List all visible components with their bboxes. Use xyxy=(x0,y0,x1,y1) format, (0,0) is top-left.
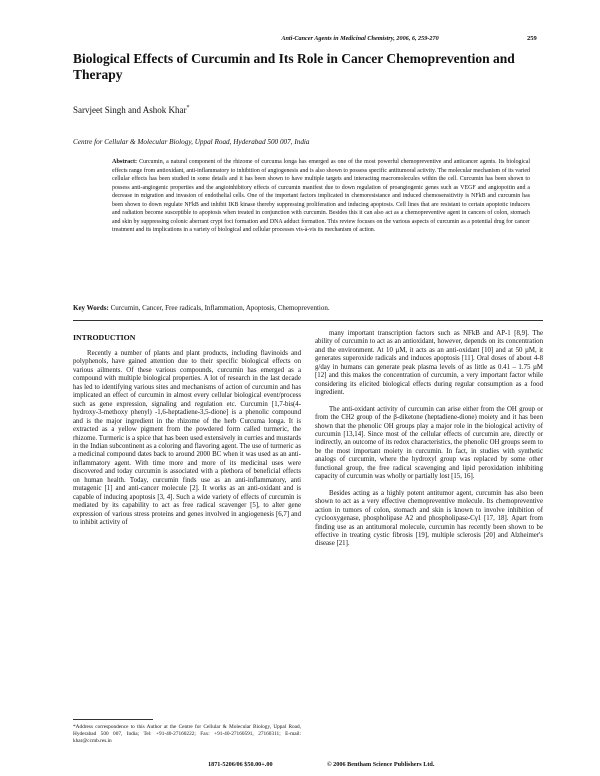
paragraph: The anti-oxidant activity of curcumin can arise either from the OH group or from the CH2 group of the β-diketone (heptadiene-dione) moiety and it has been shown that the phenolic OH groups play a major role in the biological activity of curcumin [13,14]. Since most of the cellular effects of curcumin are, directly or indirectly, an outcome of its redox characteristics, the phenolic OH groups seem to be the most important moiety in curcumin. In fact, in studies with synthetic analogs of curcumin, where the hydroxyl group was replaced by some other functional group, the free radical scavenging and lipid peroxidation inhibiting capacity of curcumin was wholly or partially lost [15, 16]. xyxy=(315,405,543,481)
section-divider xyxy=(73,320,543,321)
issn-line: 1871-5206/06 $50.00+.00 xyxy=(208,761,273,768)
authors: Sarvjeet Singh and Ashok Khar xyxy=(73,105,187,115)
affiliation: Centre for Cellular & Molecular Biology, Uppal Road, Hyderabad 500 007, India xyxy=(73,138,310,146)
paragraph: Recently a number of plants and plant products, including flavinoids and polyphenols, have gained attention due to their specific biological effects on various ailments. Of these various compounds, curcumin has emerged as a compound with multiple biological properties. A lot of research in the last decade has led to identifying various sites and mechanisms of action of curcumin and has implicated an effect of curcumin in almost every cellular biological event/process such as gene expression, signaling and regulation etc. Curcumin [1,7-bis(4-hydroxy-3-methoxy phenyl) -1,6-heptadiene-3,5-dione] is a phenolic compound and is the major ingredient in the rhizome of the herb Curcuma longa. It is extracted as a yellow pigment from the powdered form called turmeric, the rhizome. Turmeric is a spice that has been used extensively in curries and mustards in the Indian subcontinent as a coloring and flavoring agent. The use of turmeric as a medicinal compound dates back to around 2000 BC when it was used as an anti-inflammatory agent. With time more and more of its medicinal uses were discovered and today curcumin is associated with a plethora of beneficial effects on human health. Today, curcumin finds use as an anti-inflammatory, anti mutagenic [1] and anti-cancer molecule [2]. It works as an anti-oxidant and is capable of inducing apoptosis [3, 4]. Such a wide variety of effects of curcumin is mediated by its capability to act as free radical scavenger [5], to alter gene expression of various stress proteins and genes involved in angiogenesis [6,7] and to inhibit activity of xyxy=(73,350,301,527)
author-mark: * xyxy=(186,105,190,111)
right-column xyxy=(315,330,543,549)
footnote: *Address correspondence to this Author at the Centre for Cellular & Molecular Biology, Uppal Road, Hyderabad 500 007, India; Tel: +91-40-27160222; Fax: +91-40-27160591, 27160311; E-mail: khar@ccmb.res.in xyxy=(73,724,301,744)
copyright-line: © 2006 Bentham Science Publishers Ltd. xyxy=(327,761,435,768)
footnote-rule xyxy=(73,719,153,720)
keywords-label: Key Words: xyxy=(73,304,109,312)
page-number: 259 xyxy=(527,35,537,42)
abstract xyxy=(112,158,530,235)
left-column xyxy=(73,350,301,528)
author-line xyxy=(73,105,189,115)
section-heading: INTRODUCTION xyxy=(73,333,136,342)
abstract-text: Curcumin, a natural component of the rhizome of curcuma longa has emerged as one of the most powerful chemopreventive and anticancer agents. Its biological effects range from antioxidant, anti-inflammatory to inhibition of angiogenesis and is also shown to possess specific antitumoral activity. The molecular mechanism of its varied cellular effects has been studied in some details and it has been shown to have multiple targets and interacting macromolecules within the cell. Curcumin has been shown to possess anti-angiogenic properties and the angioinhibitory effects of curcumin manifest due to down regulation of proangiogenic genes such as VEGF and angiopoitin and a decrease in migration and invasion of endothelial cells. One of the important factors implicated in chemoresistance and induced chemosensitivity is NFkB and curcumin has been shown to down regulate NFkB and inhibit IKB kinase thereby suppressing proliferation and inducing apoptosis. Cell lines that are resistant to certain apoptotic inducers and radiation become susceptible to apoptosis when treated in conjunction with curcumin. Besides this it can also act as a chemopreventive agent in cancers of colon, stomach and skin by suppressing colonic aberrant crypt foci formation and DNA adduct formation. This review focuses on the various aspects of curcumin as a potential drug for cancer treatment and its implications in a variety of biological and cellular processes vis-à-vis its mechanism of action. xyxy=(112,159,530,234)
keywords xyxy=(73,304,543,312)
abstract-label: Abstract: xyxy=(112,158,138,165)
paragraph: many important transcription factors such as NFkB and AP-1 [8,9]. The ability of curcumin to act as an antioxidant, however, depends on its concentration and the environment. At 10 µM, it acts as an anti-oxidant [10] and at 50 µM, it generates superoxide radicals and induces apoptosis [11]. Oral doses of about 4-8 g/day in humans can generate peak plasma levels of as little as 0.41 – 1.75 µM [12] and this makes the concentration of curcumin, a very important factor while considering its elicited biological effects during regular consumption as a food ingredient. xyxy=(315,330,543,397)
article-title: Biological Effects of Curcumin and Its Role in Cancer Chemoprevention and Therapy xyxy=(73,51,515,82)
keywords-text: Curcumin, Cancer, Free radicals, Inflammation, Apoptosis, Chemoprevention. xyxy=(110,304,330,312)
running-head: Anti-Cancer Agents in Medicinal Chemistry, 2006, 6, 259-270 xyxy=(281,35,439,42)
paragraph: Besides acting as a highly potent antitumor agent, curcumin has also been shown to act as a very effective chemopreventive molecule. Its chemopreventive action in tumors of colon, stomach and skin is known to involve inhibition of cyclooxygenase, phospholipase A2 and phospholipase-Cγ1 [17, 18]. Apart from finding use as an antitumoral molecule, curcumin has recently been shown to be effective in treating cystic fibrosis [19], multiple sclerosis [20] and Alzheimer's disease [21]. xyxy=(315,489,543,548)
